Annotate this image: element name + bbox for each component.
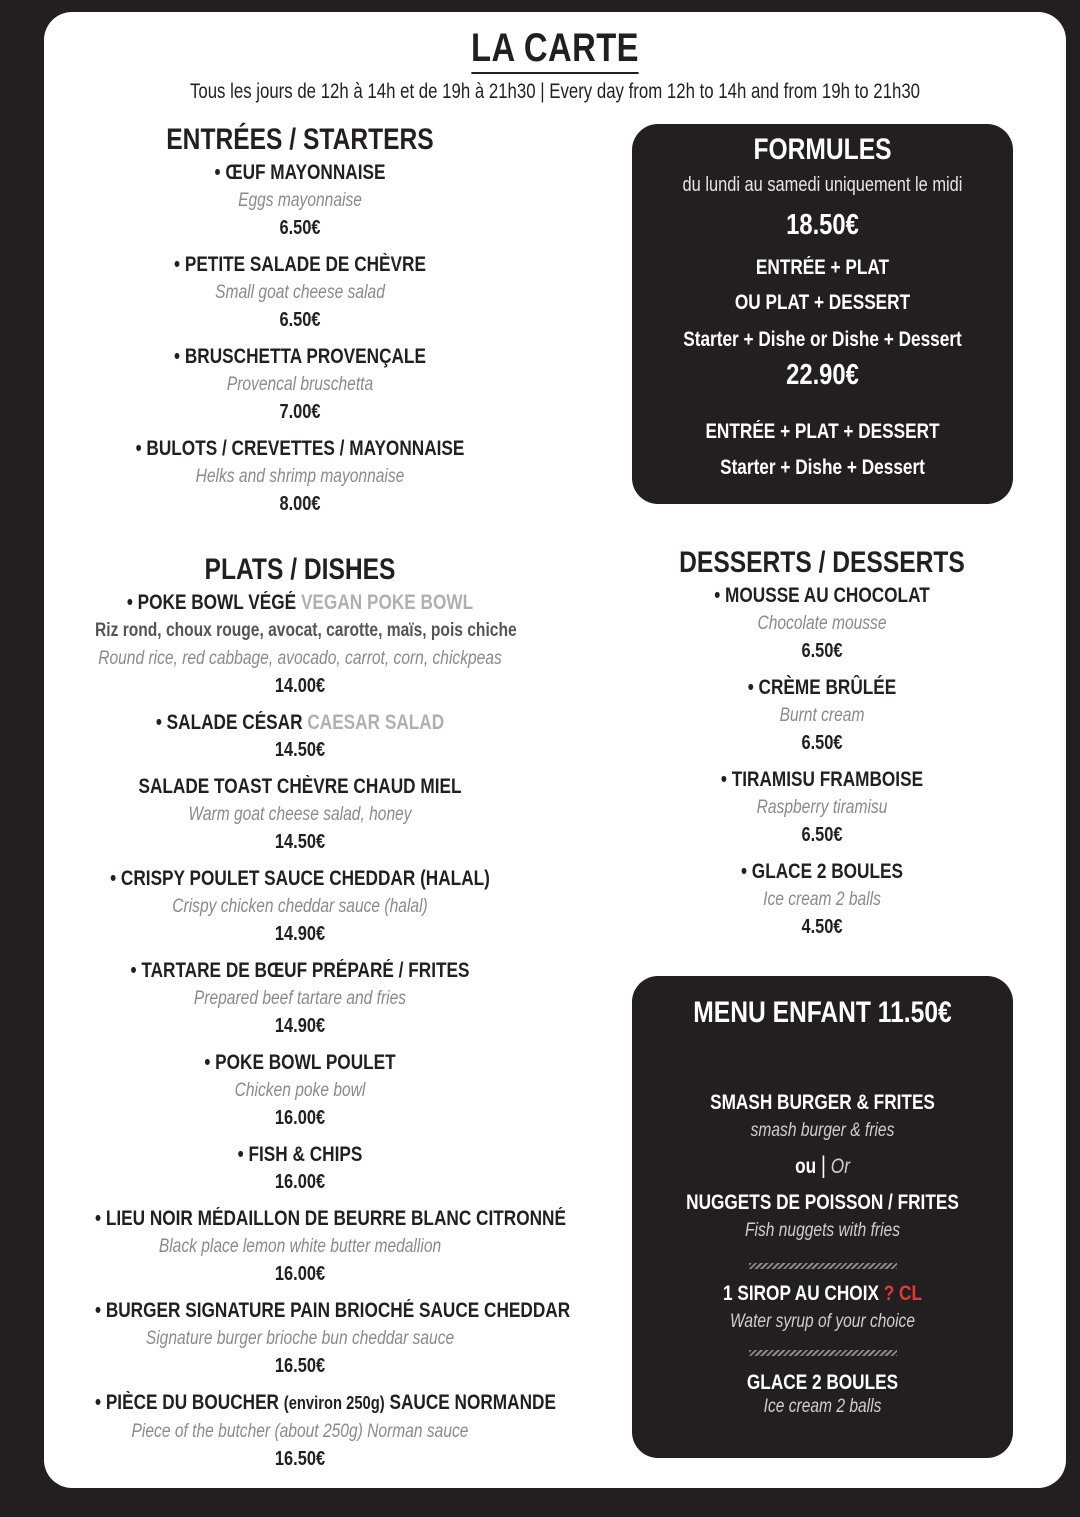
opening-hours: Tous les jours de 12h à 14h et de 19h à 21h30 | Every day from 12h to 14h and from 19h to 21h30 [189,80,921,103]
dishes-section [50,552,571,1473]
formule-price: 18.50€ [786,209,859,241]
formules-subtitle: du lundi au samedi uniquement le midi [682,174,963,196]
kids-menu-box [632,976,1013,1458]
dish-translation: Piece of the butcher (about 250g) Norman sauce [131,1421,469,1442]
dish-name: • CRISPY POULET SAUCE CHEDDAR (HALAL) [110,867,490,890]
dish-price: 14.50€ [274,739,326,761]
dish-price: 16.50€ [274,1355,326,1377]
dish-price: 16.00€ [274,1171,326,1193]
kids-menu-heading: MENU ENFANT 11.50€ [693,996,952,1029]
formules-box [632,124,1013,504]
kids-or-fr: ou [795,1155,817,1178]
dish-name-english: VEGAN POKE BOWL [300,591,474,614]
kids-item-translation: smash burger & fries [750,1120,895,1141]
kids-or-separator: | [820,1152,827,1179]
dish-price: 16.00€ [274,1107,326,1129]
starter-name: • PETITE SALADE DE CHÈVRE [174,253,426,276]
kids-item-name: NUGGETS DE POISSON / FRITES [686,1191,959,1214]
formule-line: ENTRÉE + PLAT + DESSERT [705,420,940,443]
dish-sauce: SAUCE NORMANDE [389,1391,556,1414]
dishes-heading: PLATS / DISHES [204,553,396,586]
dish-translation: Warm goat cheese salad, honey [188,804,412,825]
starters-section [70,122,530,518]
kids-item-translation: Fish nuggets with fries [744,1220,901,1241]
dish-translation: Black place lemon white butter medallion [158,1236,442,1257]
dish-price: 14.90€ [274,1015,326,1037]
dessert-price: 4.50€ [801,916,843,938]
kids-item-name: 1 SIROP AU CHOIX [722,1282,879,1305]
starter-name: • BULOTS / CREVETTES / MAYONNAISE [135,437,465,460]
formule-line: ENTRÉE + PLAT [755,256,890,279]
dish-name: • POKE BOWL VÉGÉ [126,591,297,614]
formule-line: Starter + Dishe or Dishe + Dessert [683,328,962,351]
sirop-mark: ? CL [883,1282,923,1305]
dish-translation: Prepared beef tartare and fries [193,988,407,1009]
dessert-price: 6.50€ [801,732,843,754]
kids-item-translation: Ice cream 2 balls [763,1396,882,1417]
starter-translation: Small goat cheese salad [215,282,385,303]
dish-name: • POKE BOWL POULET [204,1051,396,1074]
desserts-heading: DESSERTS / DESSERTS [679,546,965,579]
starters-heading: ENTRÉES / STARTERS [166,123,434,156]
starter-translation: Eggs mayonnaise [238,190,362,211]
dessert-translation: Ice cream 2 balls [763,889,881,910]
dish-price: 14.50€ [274,831,326,853]
dish-name: • FISH & CHIPS [237,1143,363,1166]
formules-heading: FORMULES [753,133,892,166]
dish-price: 14.90€ [274,923,326,945]
desserts-section [622,545,1022,941]
dessert-price: 6.50€ [801,640,843,662]
dessert-name: • TIRAMISU FRAMBOISE [720,768,924,791]
dish-translation: Crispy chicken cheddar sauce (halal) [172,896,428,917]
dessert-name: • CRÈME BRÛLÉE [747,676,897,699]
dish-translation: Round rice, red cabbage, avocado, carrot, corn, chickpeas [98,648,502,669]
starter-price: 8.00€ [279,493,321,515]
dish-price: 14.00€ [274,675,326,697]
kids-item-translation: Water syrup of your choice [729,1311,916,1332]
starter-translation: Helks and shrimp mayonnaise [195,466,405,487]
dish-translation: Chicken poke bowl [234,1080,366,1101]
starter-name: • ŒUF MAYONNAISE [214,161,386,184]
dessert-name: • GLACE 2 BOULES [740,860,903,883]
page-title: LA CARTE [100,26,1010,71]
dessert-price: 6.50€ [801,824,843,846]
starter-price: 6.50€ [279,309,321,331]
formule-line: OU PLAT + DESSERT [734,291,911,314]
kids-item-name: SMASH BURGER & FRITES [710,1091,935,1114]
dessert-translation: Burnt cream [779,705,865,726]
starter-price: 6.50€ [279,217,321,239]
starter-translation: Provencal bruschetta [226,374,374,395]
kids-or-en: Or [830,1155,850,1178]
dish-name-english: CAESAR SALAD [307,711,445,734]
dessert-translation: Chocolate mousse [757,613,887,634]
dish-price: 16.00€ [274,1263,326,1285]
dish-description: Riz rond, choux rouge, avocat, carotte, maïs, pois chiche [95,620,517,641]
dish-name: • LIEU NOIR MÉDAILLON DE BEURRE BLANC CITRONNÉ [95,1207,566,1230]
dish-translation: Signature burger brioche bun cheddar sauce [145,1328,455,1349]
kids-item-name: GLACE 2 BOULES [746,1371,899,1394]
dessert-translation: Raspberry tiramisu [756,797,888,818]
dish-name: SALADE TOAST CHÈVRE CHAUD MIEL [138,775,462,798]
formule-line: Starter + Dishe + Dessert [720,456,925,479]
dish-name: • BURGER SIGNATURE PAIN BRIOCHÉ SAUCE CHEDDAR [95,1299,571,1322]
dish-price: 16.50€ [274,1448,326,1470]
starter-name: • BRUSCHETTA PROVENÇALE [174,345,426,368]
starter-price: 7.00€ [279,401,321,423]
dish-name: • SALADE CÉSAR [155,711,303,734]
dish-weight: (environ 250g) [283,1393,385,1413]
formule-price: 22.90€ [786,359,859,391]
dessert-name: • MOUSSE AU CHOCOLAT [714,584,930,607]
dish-name: • PIÈCE DU BOUCHER [95,1391,280,1414]
dish-name: • TARTARE DE BŒUF PRÉPARÉ / FRITES [130,959,470,982]
